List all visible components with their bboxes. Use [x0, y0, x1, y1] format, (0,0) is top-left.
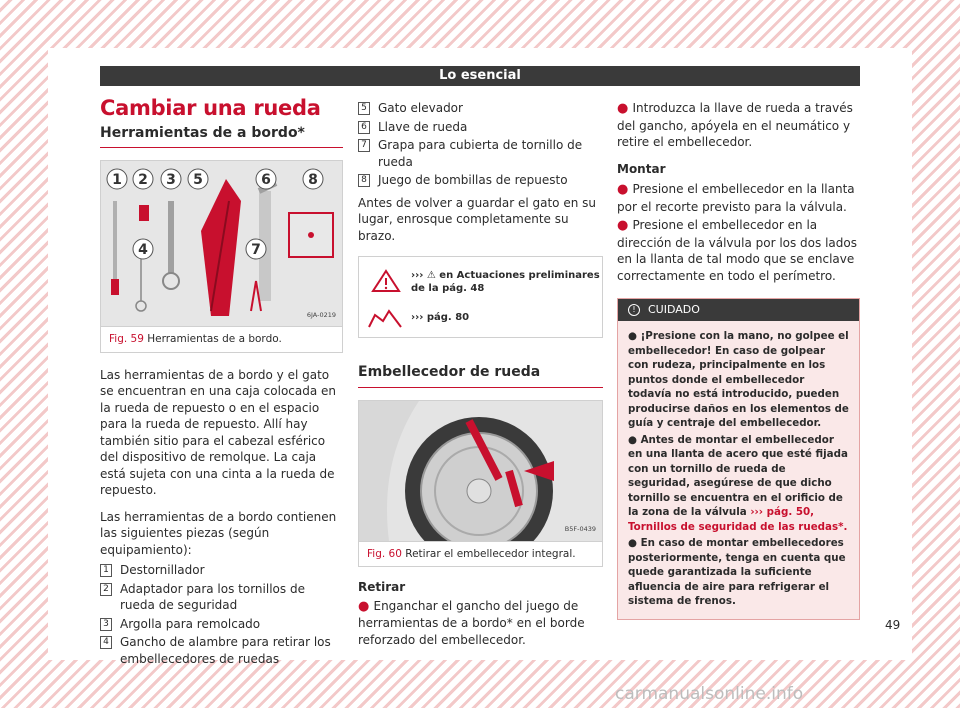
list-item — [358, 100, 603, 117]
figure-code: B5F-0439 — [564, 525, 596, 533]
callout-4: 4 — [138, 242, 148, 258]
callout-8: 8 — [308, 172, 318, 188]
bullet-item — [617, 181, 860, 215]
column-1 — [100, 96, 343, 669]
item-number: 6 — [358, 121, 370, 134]
caution-header — [618, 299, 859, 321]
reference-box — [358, 256, 603, 338]
item-text: Llave de rueda — [378, 119, 468, 134]
bullet-item — [617, 100, 860, 151]
subheading-montar: Montar — [617, 161, 666, 176]
item-text: Destornillador — [120, 563, 205, 577]
paragraph: Antes de volver a guardar el gato en su lugar, enrosque completamente su brazo. — [358, 195, 597, 243]
figure-code: 6JA-0219 — [306, 310, 336, 319]
tools-illustration — [101, 161, 342, 326]
item-number: 5 — [358, 102, 370, 115]
callout-3: 3 — [166, 172, 176, 188]
subheading-retirar: Retirar — [358, 580, 406, 594]
caution-item: ● ¡Presione con la mano, no golpee el embellecedor! En caso de golpear con rudeza, principalmente en los puntos donde el embellecedor todavía no está introducido, pueden producirse daños en los elementos de guía y centraje del embellecedor. — [628, 330, 849, 429]
section-heading: Embellecedor de rueda — [358, 364, 603, 388]
bullet-icon: ● — [617, 101, 633, 116]
figure-wheel-cover — [358, 400, 603, 568]
bullet-text: Presione el embellecedor en la llanta por el recorte previsto para la válvula. — [617, 182, 855, 214]
paragraph: Las herramientas de a bordo y el gato se encuentran en una caja colocada en la rueda de repuesto o en el espacio para la rueda de repuesto. Allí hay también sitio para el cabezal esférico del dispositivo de remolque. La caja está sujeta con una cinta a la rueda de repuesto. — [100, 367, 337, 497]
callout-7: 7 — [251, 242, 261, 258]
caution-text: Antes de montar el embellecedor en una llanta de acero que esté fijada con un tornillo de rueda de seguridad, asegúrese de que dicho tornillo se encuentra en el orificio de la zona de la válvula — [628, 433, 848, 518]
bullet-item — [617, 217, 860, 284]
tools-drawing — [101, 161, 342, 326]
item-text: Argolla para remolcado — [120, 616, 261, 631]
environment-icon — [367, 307, 403, 331]
wheel-illustration — [359, 401, 602, 541]
figure-caption-text: Retirar el embellecedor integral. — [405, 547, 576, 560]
list-item — [100, 581, 343, 614]
list-item — [358, 119, 603, 136]
caution-item: ● En caso de montar embellecedores posteriormente, tenga en cuenta que quede garantizada la suficiente afluencia de aire para refrigerar el sistema de frenos. — [628, 537, 846, 607]
reference-warning[interactable]: ››› ⚠ en Actuaciones preliminares de la pág. 48 — [411, 270, 600, 294]
reference-page[interactable]: ››› pág. 80 — [411, 312, 470, 323]
caution-box — [617, 298, 860, 620]
tool-list — [100, 562, 343, 667]
list-item — [100, 616, 343, 633]
paragraph: Las herramientas de a bordo contienen las siguientes piezas (según equipamiento): — [100, 509, 337, 557]
figure-label: Fig. 59 — [109, 333, 144, 345]
item-text: Adaptador para los tornillos de rueda de seguridad — [120, 581, 305, 612]
header-bar: Lo esencial — [100, 66, 860, 86]
tool-list-continued — [358, 100, 603, 189]
item-number: 4 — [100, 636, 112, 649]
bullet-text: Enganchar el gancho del juego de herramientas de a bordo* en el borde reforzado del embellecedor. — [358, 598, 585, 647]
bullet-item — [358, 598, 603, 649]
figure-label: Fig. 60 — [367, 547, 402, 560]
item-number: 1 — [100, 564, 112, 577]
wheel-drawing — [359, 401, 602, 541]
list-item — [100, 634, 343, 667]
info-circle-icon: ! — [628, 304, 640, 316]
callout-2: 2 — [138, 172, 148, 188]
caution-body — [618, 321, 859, 619]
column-3 — [617, 100, 860, 620]
callout-6: 6 — [261, 172, 271, 188]
figure-caption — [359, 541, 602, 567]
section-subtitle: Herramientas de a bordo* — [100, 125, 343, 149]
caution-label: CUIDADO — [648, 303, 700, 316]
caution-link[interactable]: ››› pág. 50, Tornillos de seguridad de las ruedas*. — [628, 506, 848, 533]
figure-tools — [100, 160, 343, 353]
column-2 — [358, 100, 603, 648]
caution-text: En caso de montar embellecedores posteriormente, tenga en cuenta que quede garantizada la suficiente afluencia de aire para refrigerar el sistema de frenos. — [628, 537, 846, 607]
page-title: Cambiar una rueda — [100, 96, 321, 120]
bullet-icon: ● — [617, 182, 633, 197]
bullet-text: Presione el embellecedor en la dirección de la válvula por los dos lados en la llanta de tal modo que se enclave correctamente en todo el perímetro. — [617, 218, 857, 283]
figure-caption — [101, 326, 342, 352]
item-text: Grapa para cubierta de tornillo de rueda — [378, 138, 583, 169]
item-text: Juego de bombillas de repuesto — [378, 173, 568, 187]
bullet-icon: ● — [358, 598, 374, 614]
warning-icon — [371, 269, 401, 293]
item-number: 2 — [100, 583, 112, 596]
list-item — [100, 562, 343, 579]
item-number: 7 — [358, 139, 370, 152]
item-number: 8 — [358, 174, 370, 187]
caution-text: ¡Presione con la mano, no golpee el embellecedor! En caso de golpear con rudeza, principalmente en los puntos donde el embellecedor todavía no está introducido, pueden producirse daños en los elementos de guía y centraje del embellecedor. — [628, 330, 849, 429]
item-text: Gato elevador — [378, 101, 463, 115]
bullet-text: Introduzca la llave de rueda a través del gancho, apóyela en el neumático y retire el embellecedor. — [617, 101, 853, 149]
figure-caption-text: Herramientas de a bordo. — [147, 333, 282, 345]
list-item — [358, 172, 603, 189]
page-number: 49 — [885, 618, 901, 632]
callout-5: 5 — [193, 172, 203, 188]
watermark: carmanualsonline.info — [615, 684, 804, 704]
bullet-icon: ● — [617, 218, 633, 233]
caution-item: ● Antes de montar el embellecedor en una llanta de acero que esté fijada con un tornillo de rueda de seguridad, asegúrese de que dicho tornillo se encuentra en el orificio de la zona de la válvula ››› pág. 50, Tornillos de seguridad de las ruedas*. — [628, 433, 848, 533]
callout-1: 1 — [112, 172, 122, 188]
item-text: Gancho de alambre para retirar los embellecedores de ruedas — [120, 635, 331, 666]
list-item — [358, 137, 603, 170]
item-number: 3 — [100, 618, 112, 631]
